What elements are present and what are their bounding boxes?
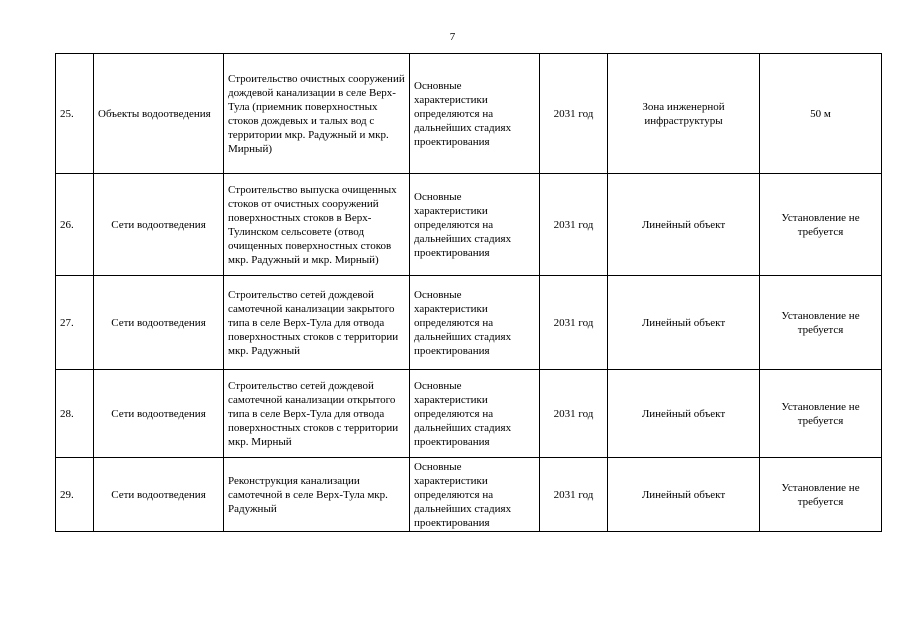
protection-zone: Установление не требуется (760, 370, 882, 458)
object-type: Сети водоотведения (94, 370, 224, 458)
protection-zone: Установление не требуется (760, 458, 882, 532)
table-row (56, 54, 882, 174)
table-row (56, 174, 882, 276)
object-type: Объекты водоотведения (94, 54, 224, 174)
page-number: 7 (449, 31, 456, 43)
object-description: Строительство сетей дождевой самотечной канализации закрытого типа в селе Верх-Тула для отвода поверхностных стоков с территории мкр. Радужный (224, 276, 410, 370)
row-number: 26. (56, 174, 94, 276)
object-type: Сети водоотведения (94, 458, 224, 532)
object-characteristics: Основные характеристики определяются на дальнейших стадиях проектирования (410, 458, 540, 532)
zone-name: Линейный объект (608, 174, 760, 276)
object-characteristics: Основные характеристики определяются на дальнейших стадиях проектирования (410, 276, 540, 370)
protection-zone: Установление не требуется (760, 174, 882, 276)
table-row (56, 276, 882, 370)
object-description: Строительство сетей дождевой самотечной канализации открытого типа в селе Верх-Тула для отвода поверхностных стоков с территории мкр. Мирный (224, 370, 410, 458)
zone-name: Линейный объект (608, 370, 760, 458)
object-characteristics: Основные характеристики определяются на дальнейших стадиях проектирования (410, 370, 540, 458)
implementation-year: 2031 год (540, 174, 608, 276)
table-row (56, 370, 882, 458)
zone-name: Линейный объект (608, 276, 760, 370)
protection-zone: Установление не требуется (760, 276, 882, 370)
object-characteristics: Основные характеристики определяются на дальнейших стадиях проектирования (410, 174, 540, 276)
zone-name: Линейный объект (608, 458, 760, 532)
row-number: 28. (56, 370, 94, 458)
implementation-year: 2031 год (540, 276, 608, 370)
object-characteristics: Основные характеристики определяются на дальнейших стадиях проектирования (410, 54, 540, 174)
row-number: 27. (56, 276, 94, 370)
implementation-year: 2031 год (540, 458, 608, 532)
object-type: Сети водоотведения (94, 174, 224, 276)
implementation-year: 2031 год (540, 54, 608, 174)
object-description: Строительство очистных сооружений дождевой канализации в селе Верх-Тула (приемник поверхностных стоков дождевых и талых вод с территории мкр. Радужный и мкр. Мирный) (224, 54, 410, 174)
protection-zone: 50 м (760, 54, 882, 174)
object-description: Реконструкция канализации самотечной в селе Верх-Тула мкр. Радужный (224, 458, 410, 532)
zone-name: Зона инженерной инфраструктуры (608, 54, 760, 174)
implementation-year: 2031 год (540, 370, 608, 458)
objects-table (55, 53, 882, 532)
object-description: Строительство выпуска очищенных стоков от очистных сооружений поверхностных стоков в Верх-Тулинском сельсовете (отвод очищенных поверхностных стоков мкр. Радужный и мкр. Мирный) (224, 174, 410, 276)
table-row (56, 458, 882, 532)
row-number: 25. (56, 54, 94, 174)
object-type: Сети водоотведения (94, 276, 224, 370)
row-number: 29. (56, 458, 94, 532)
